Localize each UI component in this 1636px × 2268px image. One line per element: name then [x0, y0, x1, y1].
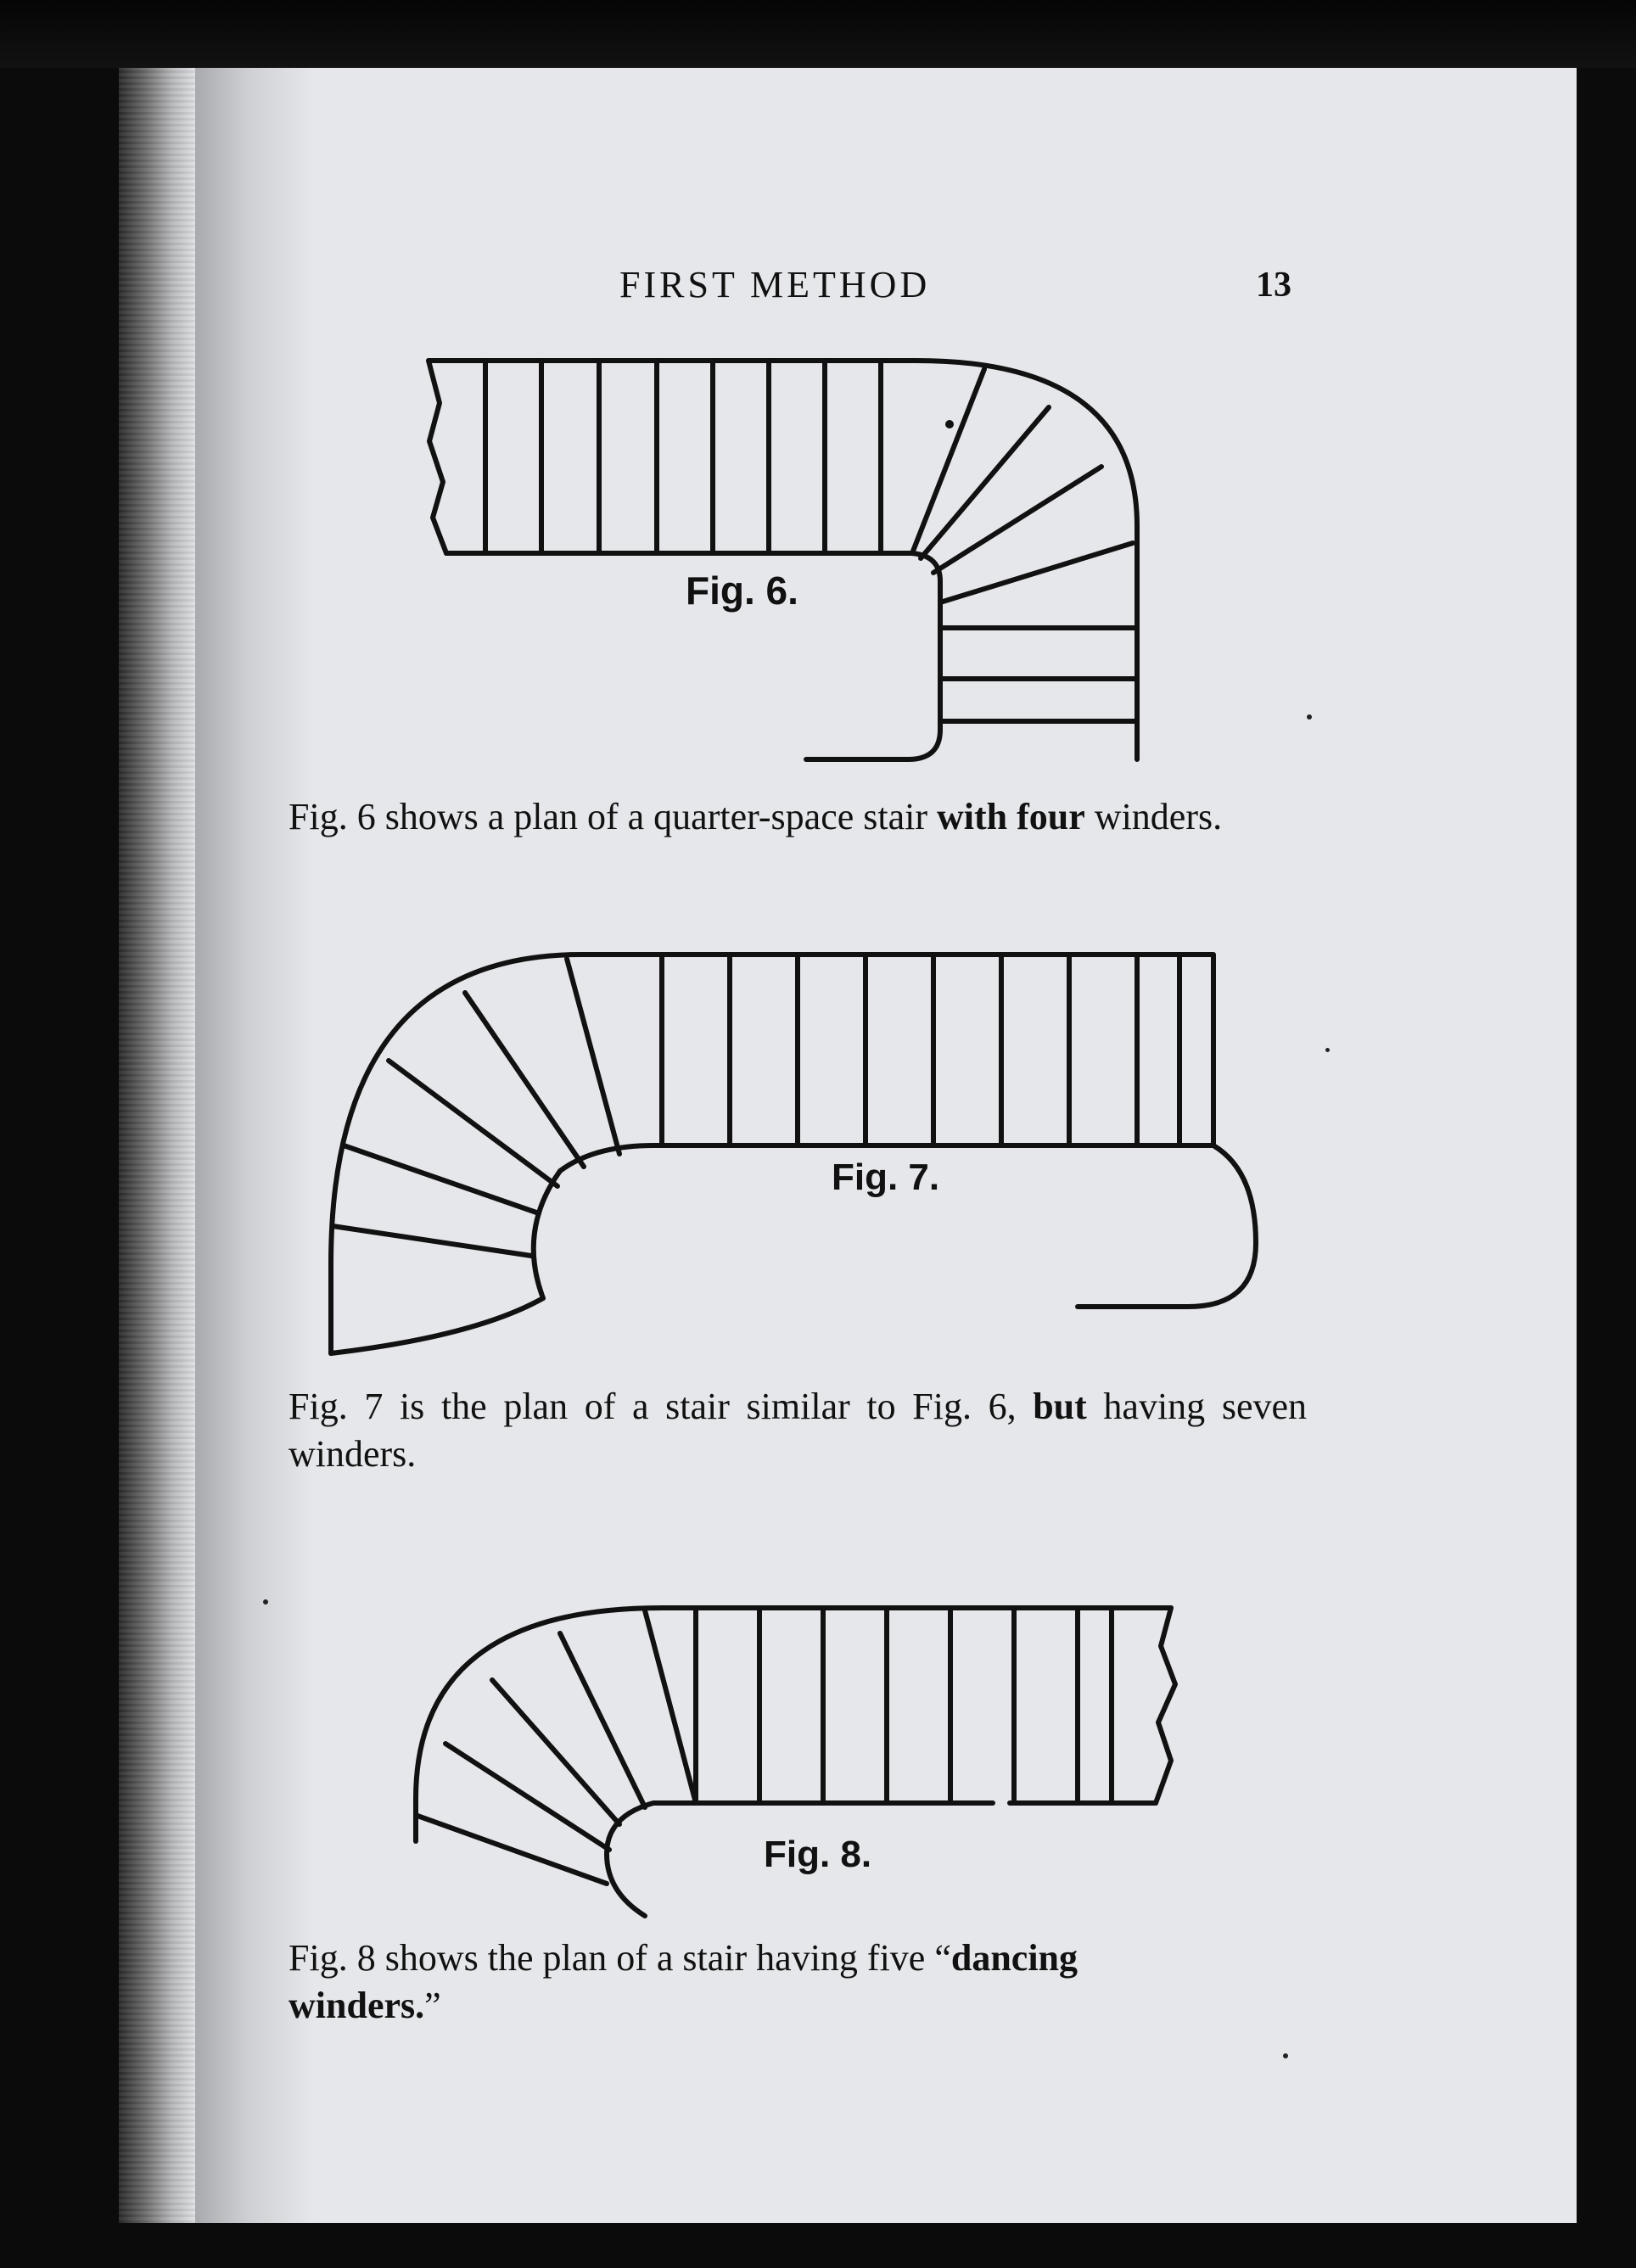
figure-8-label: Fig. 8.	[764, 1834, 872, 1875]
figure-8-drawing	[119, 68, 1577, 1935]
book-page	[119, 68, 1577, 2223]
figure-7-caption: Fig. 7 is the plan of a stair similar to Fig. 6, but having seven winders.	[289, 1386, 1307, 1475]
figure-8	[119, 68, 1577, 1935]
ink-speck	[1307, 714, 1312, 720]
page-number: 13	[1256, 266, 1291, 305]
figure-6-label: Fig. 6.	[686, 568, 798, 613]
scan-border	[0, 0, 1636, 68]
figure-6-caption: Fig. 6 shows a plan of a quarter-space stair with four winders.	[289, 796, 1223, 837]
ink-speck	[1283, 2053, 1288, 2058]
figure-7-label: Fig. 7.	[832, 1156, 940, 1198]
running-head: FIRST METHOD	[619, 264, 931, 305]
figure-8-caption: Fig. 8 shows the plan of a stair having five “dancing winders.”	[289, 1937, 1079, 2026]
ink-speck	[263, 1599, 268, 1604]
ink-speck	[1325, 1048, 1330, 1052]
